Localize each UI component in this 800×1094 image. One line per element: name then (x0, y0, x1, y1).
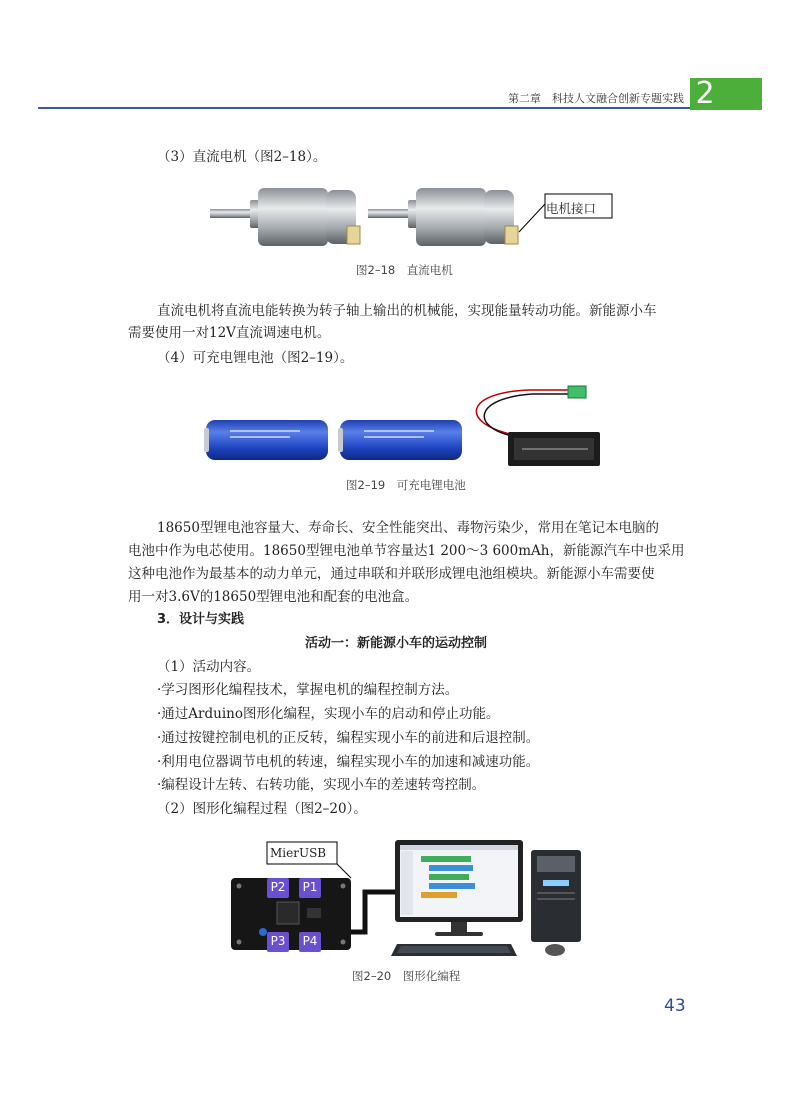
activity-item-5: ·编程设计左转、右转功能，实现小车的差速转弯控制。 (157, 777, 486, 793)
battery-2-image (338, 420, 462, 460)
motor-paragraph-line-1: 直流电机将直流电能转换为转子轴上输出的机械能，实现能量转动功能。新能源小车 (157, 303, 657, 319)
mierusb-label: MierUSB (270, 846, 327, 860)
computer-tower-image (531, 850, 581, 942)
motor-1-image (210, 188, 360, 246)
activity-content-heading: （1）活动内容。 (157, 659, 261, 675)
port-p2-label: P2 (270, 880, 286, 894)
chapter-title: 第二章 科技人文融合创新专题实践 (508, 92, 684, 105)
motor-interface-label: 电机接口 (546, 201, 597, 216)
activity-item-1: ·学习图形化编程技术，掌握电机的编程控制方法。 (157, 682, 459, 698)
battery-paragraph-line-1: 18650型锂电池容量大、寿命长、安全性能突出、毒物污染少，常用在笔记本电脑的 (157, 520, 659, 536)
motor-2-image (368, 188, 518, 246)
chapter-number: 2 (695, 76, 715, 111)
figure-2-19-caption: 图2–19 可充电锂电池 (346, 478, 466, 492)
port-p1-label: P1 (302, 880, 318, 894)
programming-heading: （2）图形化编程过程（图2–20）。 (157, 801, 367, 817)
battery-paragraph-line-2: 电池中作为电芯使用。18650型锂电池单节容量达1 200～3 600mAh，新能源汽车中也采用 (128, 543, 685, 559)
activity-title: 活动一：新能源小车的运动控制 (305, 636, 488, 651)
mouse-image (545, 944, 565, 956)
battery-paragraph-line-4: 用一对3.6V的18650型锂电池和配套的电池盒。 (128, 589, 419, 605)
header-rule (38, 107, 690, 109)
figure-2-20-caption: 图2–20 图形化编程 (352, 969, 461, 983)
controller-board-image (231, 878, 351, 950)
battery-1-image (204, 420, 328, 460)
monitor-image (395, 840, 523, 936)
battery-paragraph-line-3: 这种电池作为最基本的动力单元，通过串联和并联形成锂电池组模块。新能源小车需要使 (128, 566, 655, 582)
battery-box-image (476, 386, 600, 466)
port-p3-label: P3 (270, 934, 286, 948)
activity-item-3: ·通过按键控制电机的正反转，编程实现小车的前进和后退控制。 (157, 730, 540, 746)
design-practice-heading: 3．设计与实践 (157, 612, 245, 627)
figure-2-18-caption: 图2–18 直流电机 (356, 263, 453, 277)
activity-item-4: ·利用电位器调节电机的转速，编程实现小车的加速和减速功能。 (157, 754, 540, 770)
figure-2-19-batteries (200, 382, 610, 472)
section-3-heading: （3）直流电机（图2–18）。 (157, 149, 327, 165)
page-number: 43 (664, 996, 686, 1016)
port-p4-label: P4 (302, 934, 318, 948)
motor-paragraph-line-2: 需要使用一对12V直流调速电机。 (128, 325, 331, 341)
keyboard-image (391, 944, 517, 956)
figure-2-18-motors (210, 182, 620, 262)
activity-item-2: ·通过Arduino图形化编程，实现小车的启动和停止功能。 (157, 706, 500, 722)
section-4-heading: （4）可充电锂电池（图2–19）。 (157, 350, 354, 366)
